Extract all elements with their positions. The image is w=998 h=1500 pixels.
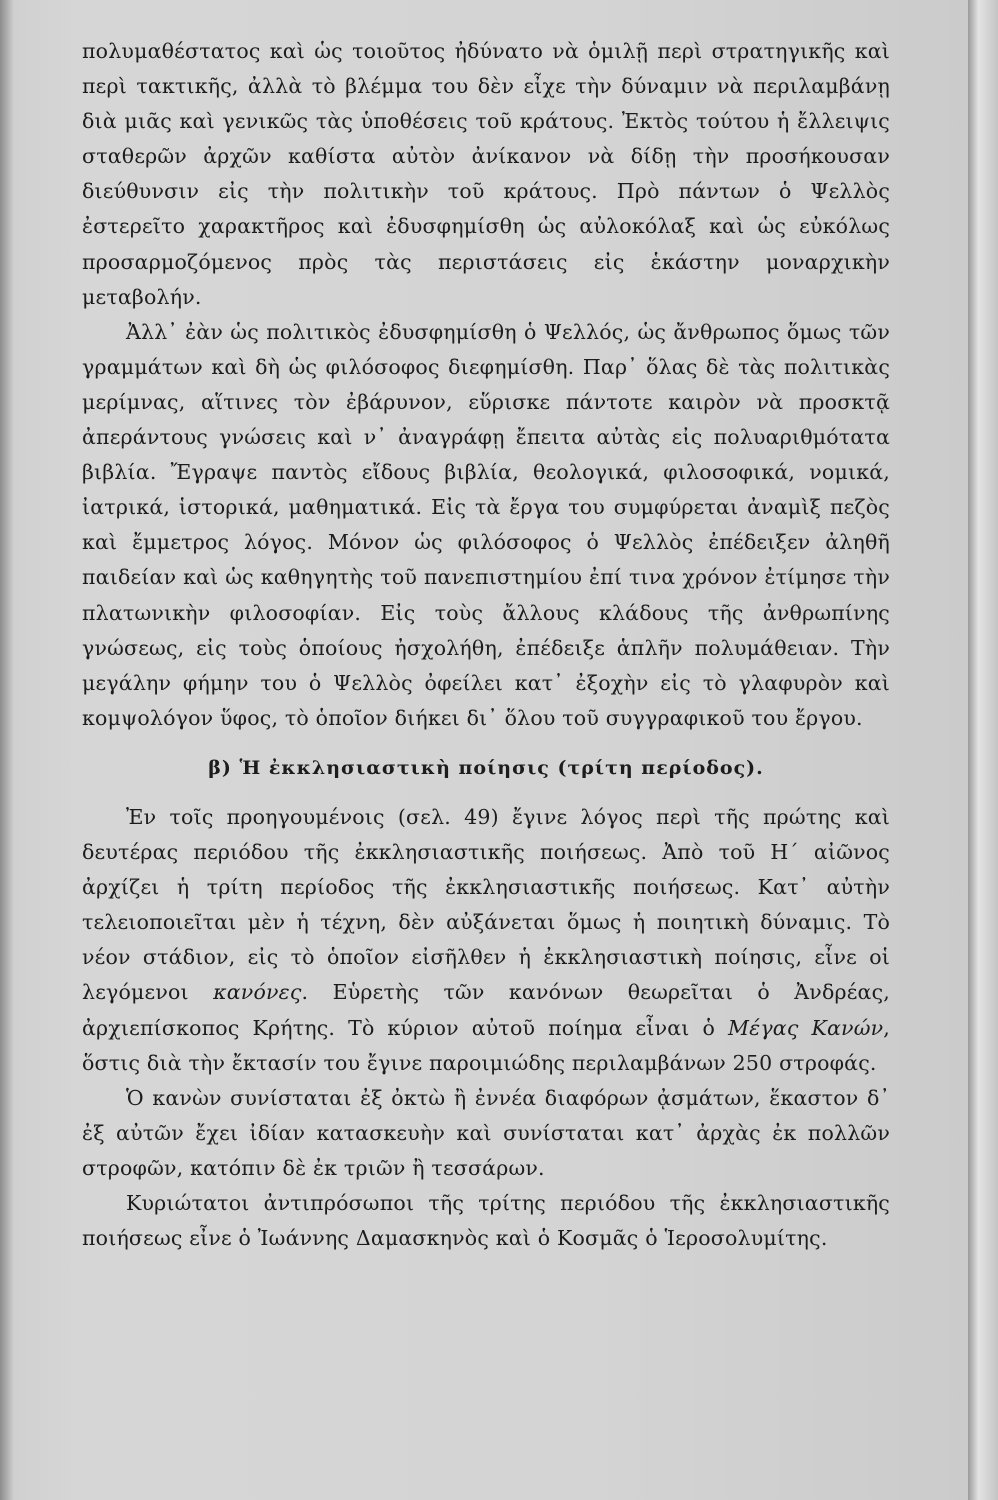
paragraph-representatives: Κυριώτατοι ἀντιπρόσωποι τῆς τρίτης περιόδου τῆς ἐκκλησιαστικῆς ποιήσεως εἶνε ὁ Ἰωάννης Δαμασκηνὸς καὶ ὁ Κοσμᾶς ὁ Ἱεροσολυμίτης. xyxy=(82,1191,890,1251)
text-body xyxy=(82,34,890,1256)
paragraph-third-period xyxy=(82,800,890,1081)
paragraph-text-segment: , ὅστις διὰ τὴν ἔκτασίν του ἔγινε παροιμιώδης περιλαμβάνων 250 στροφάς. xyxy=(82,1015,890,1075)
paragraph-kanon-structure: Ὁ κανὼν συνίσταται ἐξ ὀκτὼ ἢ ἐννέα διαφόρων ᾀσμάτων, ἕκαστον δ᾽ ἐξ αὐτῶν ἔχει ἰδίαν κατασκευὴν καὶ συνίσταται κατ᾽ ἀρχὰς ἐκ πολλῶν στροφῶν, κατόπιν δὲ ἐκ τριῶν ἢ τεσσάρων. xyxy=(82,1085,890,1180)
paragraph-text-segment: . Εὑρετὴς τῶν κανόνων θεωρεῖται ὁ Ἀνδρέας, ἀρχιεπίσκοπος Κρήτης. Τὸ κύριον αὐτοῦ ποίημα εἶναι ὁ xyxy=(82,980,890,1040)
spine-shadow xyxy=(0,0,14,1500)
paragraph-psellos-scholar: Ἀλλ᾽ ἐὰν ὡς πολιτικὸς ἐδυσφημίσθη ὁ Ψελλός, ὡς ἄνθρωπος ὅμως τῶν γραμμάτων καὶ δὴ ὡς φιλόσοφος διεφημίσθη. Παρ᾽ ὅλας δὲ τὰς πολιτικὰς μερίμνας, αἵτινες τὸν ἐβάρυνον, εὕρισκε πάντοτε καιρὸν νὰ προσκτᾷ ἀπεράντους γνώσεις καὶ ν᾽ ἀναγράφῃ ἔπειτα αὐτὰς εἰς πολυαριθμότατα βιβλία. Ἔγραψε παντὸς εἴδους βιβλία, θεολογικά, φιλοσοφικά, νομικά, ἰατρικά, ἱστορικά, μαθηματικά. Εἰς τὰ ἔργα του συμφύρεται ἀναμὶξ πεζὸς καὶ ἔμμετρος λόγος. Μόνον ὡς φιλόσοφος ὁ Ψελλὸς ἐπέδειξεν ἀληθῆ παιδείαν καὶ ὡς καθηγητὴς τοῦ πανεπιστημίου ἐπί τινα χρόνον ἐτίμησε τὴν πλατωνικὴν φιλοσοφίαν. Εἰς τοὺς ἄλλους κλάδους τῆς ἀνθρωπίνης γνώσεως, εἰς τοὺς ὁποίους ἠσχολήθη, ἐπέδειξε ἁπλῆν πολυμάθειαν. Τὴν μεγάλην φήμην του ὁ Ψελλὸς ὀφείλει κατ᾽ ἐξοχὴν εἰς τὸ γλαφυρὸν καὶ κομψολόγον ὕφος, τὸ ὁποῖον διήκει δι᾽ ὅλου τοῦ συγγραφικοῦ του ἔργου. xyxy=(82,319,890,730)
italic-title-megas-kanon: Μέγας Κανών xyxy=(727,1015,884,1040)
section-heading: β) Ἡ ἐκκλησιαστικὴ ποίησις (τρίτη περίοδος). xyxy=(208,756,764,779)
italic-term-kanones: κανόνες xyxy=(213,980,302,1005)
paragraph-continued: πολυμαθέστατος καὶ ὡς τοιοῦτος ἠδύνατο νὰ ὁμιλῇ περὶ στρατηγικῆς καὶ περὶ τακτικῆς, ἀλλὰ τὸ βλέμμα του δὲν εἶχε τὴν δύναμιν νὰ περιλαμβάνῃ διὰ μιᾶς καὶ γενικῶς τὰς ὑποθέσεις τοῦ κράτους. Ἐκτὸς τούτου ἡ ἔλλειψις σταθερῶν ἀρχῶν καθίστα αὐτὸν ἀνίκανον νὰ δίδῃ τὴν προσήκουσαν διεύθυνσιν εἰς τὴν πολιτικὴν τοῦ κράτους. Πρὸ πάντων ὁ Ψελλὸς ἐστερεῖτο χαρακτῆρος καὶ ἐδυσφημίσθη ὡς αὐλοκόλαξ καὶ ὡς εὐκόλως προσαρμοζόμενος πρὸς τὰς περιστάσεις εἰς ἑκάστην μοναρχικὴν μεταβολήν. xyxy=(82,39,890,309)
page-edge xyxy=(968,0,998,1500)
paragraph-text-segment: Ἐν τοῖς προηγουμένοις (σελ. 49) ἔγινε λόγος περὶ τῆς πρώτης καὶ δευτέρας περιόδου τῆς ἐκκλησιαστικῆς ποιήσεως. Ἀπὸ τοῦ Η´ αἰῶνος ἀρχίζει ἡ τρίτη περίοδος τῆς ἐκκλησιαστικῆς ποιήσεως. Κατ᾽ αὐτὴν τελειοποιεῖται μὲν ἡ τέχνη, δὲν αὐξάνεται ὅμως ἡ ποιητικὴ δύναμις. Τὸ νέον στάδιον, εἰς τὸ ὁποῖον εἰσῆλθεν ἡ ἐκκλησιαστικὴ ποίησις, εἶνε οἱ λεγόμενοι xyxy=(82,804,890,1005)
